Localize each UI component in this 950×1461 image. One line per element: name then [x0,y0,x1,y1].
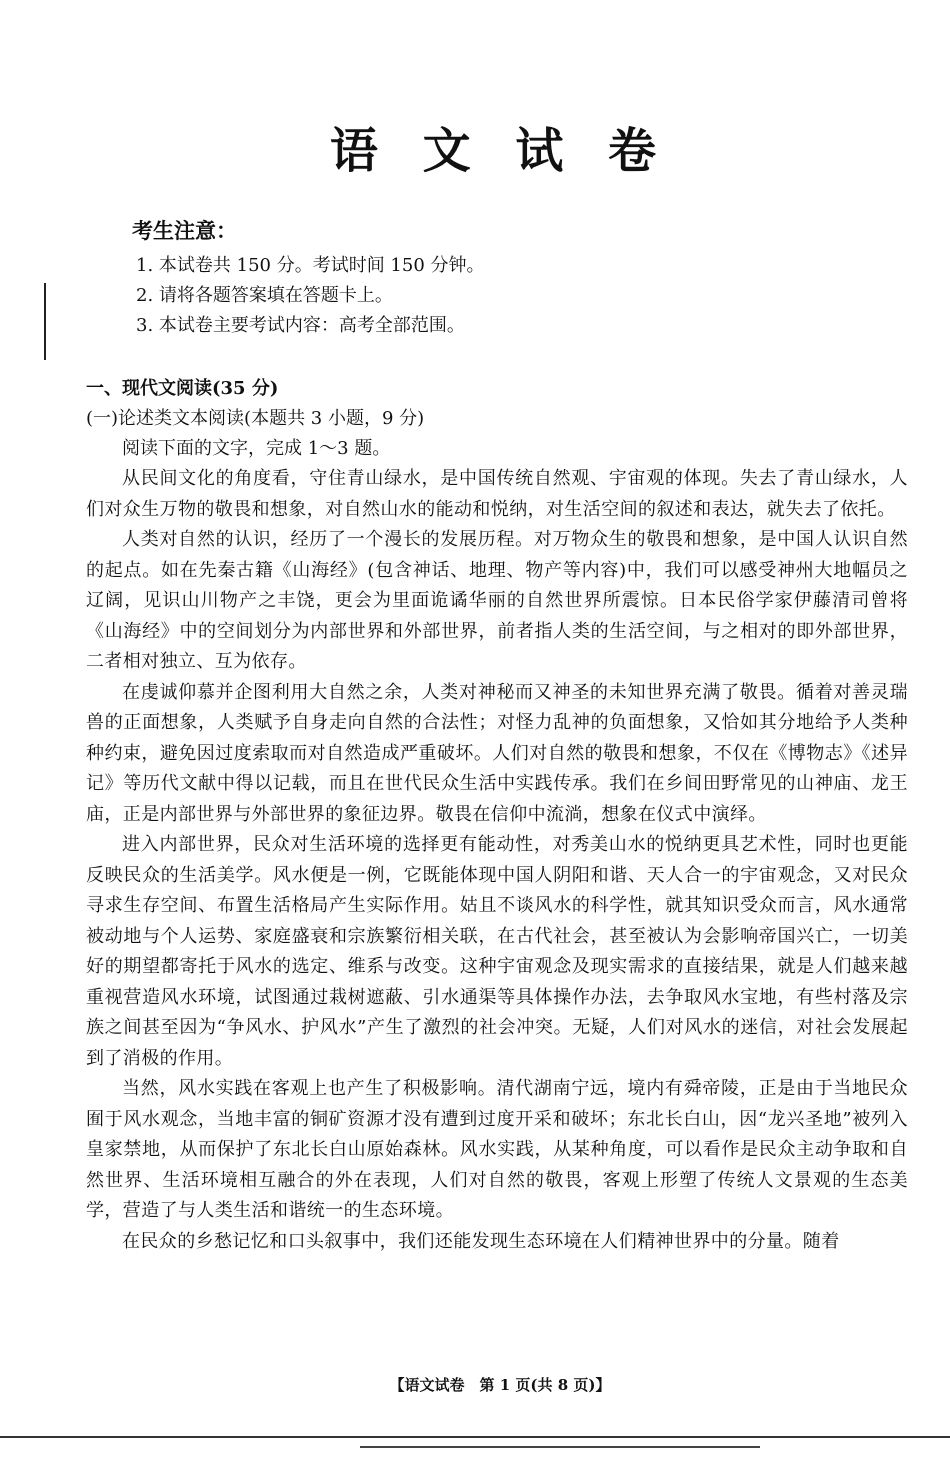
passage-paragraph-3: 在虔诚仰慕并企图利用大自然之余，人类对神秘而又神圣的未知世界充满了敬畏。循着对善灵瑞兽的正面想象，人类赋予自身走向自然的合法性；对怪力乱神的负面想象，又恰如其分地给予人类种种约束，避免因过度索取而对自然造成严重破坏。人们对自然的敬畏和想象，不仅在《博物志》《述异记》等历代文献中得以记载，而且在世代民众生活中实践传承。我们在乡间田野常见的山神庙、龙王庙，正是内部世界与外部世界的象征边界。敬畏在信仰中流淌，想象在仪式中演绎。 [86,681,908,825]
notice-item-2: 2. 请将各题答案填在答题卡上。 [136,285,393,306]
passage-paragraph-4: 进入内部世界，民众对生活环境的选择更有能动性，对秀美山水的悦纳更具艺术性，同时也更能反映民众的生活美学。风水便是一例，它既能体现中国人阴阳和谐、天人合一的宇宙观念，又对民众寻求生存空间、布置生活格局产生实际作用。姑且不谈风水的科学性，就其知识受众而言，风水通常被动地与个人运势、家庭盛衰和宗族繁衍相关联，在古代社会，甚至被认为会影响帝国兴亡，一切美好的期望都寄托于风水的选定、维系与改变。这种宇宙观念及现实需求的直接结果，就是人们越来越重视营造风水环境，试图通过栽树遮蔽、引水通渠等具体操作办法，去争取风水宝地，有些村落及宗族之间甚至因为“争风水、护风水”产生了激烈的社会冲突。无疑，人们对风水的迷信，对社会发展起到了消极的作用。 [86,834,908,1069]
subsection-heading: (一)论述类文本阅读(本题共 3 小题，9 分) [86,408,425,429]
reading-section [86,374,908,1257]
exam-title: 语 文 试 卷 [329,123,671,179]
scan-edge-line-2 [360,1446,760,1448]
candidate-notice [132,215,832,341]
passage-paragraph-1: 从民间文化的角度看，守住青山绿水，是中国传统自然观、宇宙观的体现。失去了青山绿水，人们对众生万物的敬畏和想象，对自然山水的能动和悦纳，对生活空间的叙述和表达，就失去了依托。 [86,468,908,520]
margin-rule [44,283,46,360]
notice-item-3: 3. 本试卷主要考试内容：高考全部范围。 [136,315,465,336]
scan-edge-line [0,1436,950,1438]
reading-instruction: 阅读下面的文字，完成 1～3 题。 [122,438,391,459]
section-heading: 一、现代文阅读(35 分) [86,378,279,399]
passage-paragraph-6: 在民众的乡愁记忆和口头叙事中，我们还能发现生态环境在人们精神世界中的分量。随着 [122,1230,840,1252]
notice-item-1: 1. 本试卷共 150 分。考试时间 150 分钟。 [136,255,485,276]
passage-paragraph-2: 人类对自然的认识，经历了一个漫长的发展历程。对万物众生的敬畏和想象，是中国人认识自然的起点。如在先秦古籍《山海经》(包含神话、地理、物产等内容)中，我们可以感受神州大地幅员之辽阔，见识山川物产之丰饶，更会为里面诡谲华丽的自然世界所震惊。日本民俗学家伊藤清司曾将《山海经》中的空间划分为内部世界和外部世界，前者指人类的生活空间，与之相对的即外部世界，二者相对独立、互为依存。 [86,529,908,672]
passage-paragraph-5: 当然，风水实践在客观上也产生了积极影响。清代湖南宁远，境内有舜帝陵，正是由于当地民众囿于风水观念，当地丰富的铜矿资源才没有遭到过度开采和破坏；东北长白山，因“龙兴圣地”被列入皇家禁地，从而保护了东北长白山原始森林。风水实践，从某种角度，可以看作是民众主动争取和自然世界、生活环境相互融合的外在表现，人们对自然的敬畏，客观上形塑了传统人文景观的生态美学，营造了与人类生活和谐统一的生态环境。 [86,1078,908,1221]
page-footer: 【语文试卷 第 1 页(共 8 页)】 [389,1376,611,1394]
notice-heading: 考生注意： [132,218,237,243]
